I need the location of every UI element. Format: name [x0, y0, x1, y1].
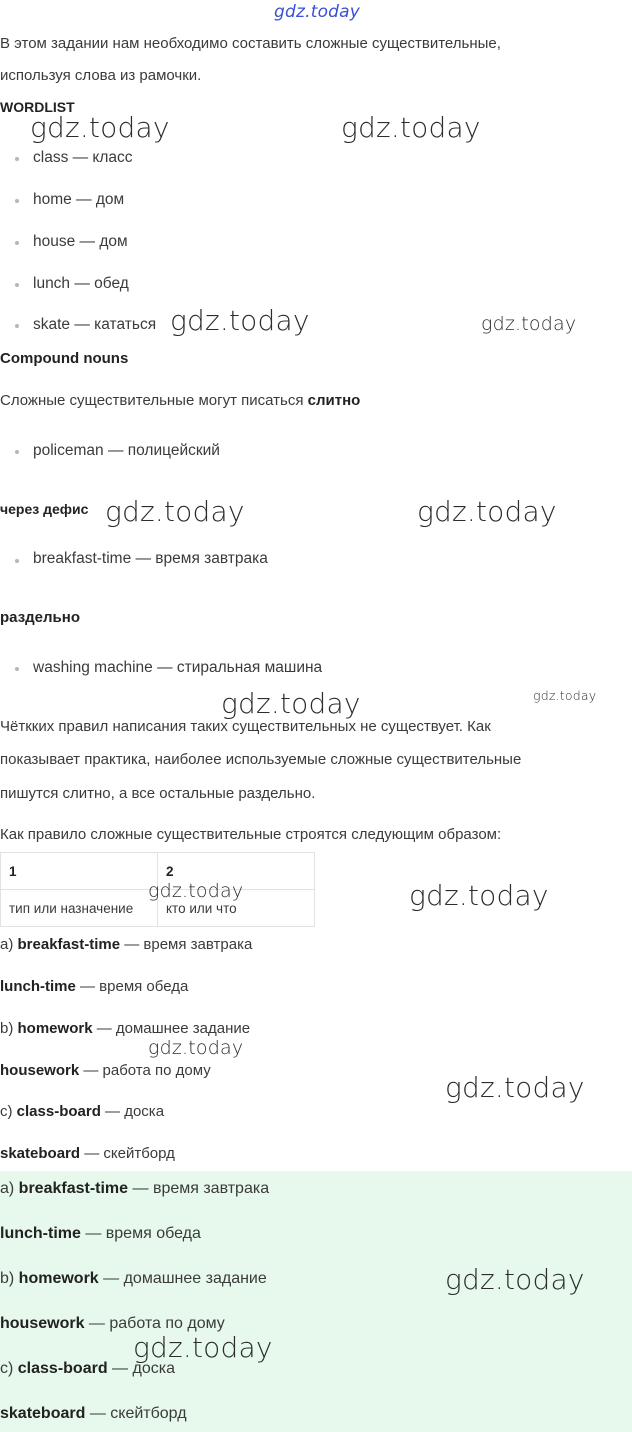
watermark: gdz.today: [105, 495, 245, 528]
answer-translation: — скейтборд: [80, 1145, 175, 1162]
table-cell: кто или что: [158, 890, 315, 927]
rules-line-3: пишутся слитно, а все остальные раздельно.: [0, 785, 316, 802]
answer-line: [0, 1020, 250, 1037]
answer-translation: — время завтрака: [128, 1180, 270, 1197]
answer-word: homework: [18, 1270, 99, 1287]
answer-box-line: [0, 1405, 187, 1423]
watermark: gdz.today: [148, 880, 244, 902]
answer-box: [0, 1171, 632, 1432]
watermark: gdz.today: [417, 495, 557, 528]
wordlist-item: class — класс: [33, 149, 133, 166]
intro-line-1: В этом задании нам необходимо составить сложные существительные,: [0, 35, 501, 52]
wordlist-item: house — дом: [33, 233, 128, 250]
answer-translation: — доска: [107, 1360, 175, 1377]
solid-rule-text: Сложные существительные могут писаться: [0, 392, 308, 409]
watermark: gdz.today: [133, 1331, 273, 1364]
answer-translation: — время обеда: [80, 1225, 201, 1242]
bullet-icon: [15, 450, 19, 454]
answer-word: class-board: [17, 1360, 108, 1377]
answer-line: [0, 1103, 164, 1120]
answer-prefix: a): [0, 936, 18, 953]
answer-prefix: c): [0, 1360, 18, 1377]
answer-box-line: [0, 1180, 269, 1198]
table-header-cell: 1: [1, 853, 158, 890]
wordlist-item: lunch — обед: [33, 275, 129, 292]
answer-line: [0, 1145, 175, 1162]
answer-translation: — домашнее задание: [92, 1020, 251, 1037]
table-cell: тип или назначение: [1, 890, 158, 927]
watermark: gdz.today: [533, 688, 597, 703]
answer-word: lunch-time: [0, 978, 76, 995]
rules-line-1: Чёткких правил написания таких существительных не существует. Как: [0, 718, 491, 735]
watermark: gdz.today: [445, 1071, 585, 1104]
answer-translation: — работа по дому: [79, 1062, 211, 1079]
wordlist-item: home — дом: [33, 191, 125, 208]
hyphen-example: breakfast-time — время завтрака: [33, 550, 268, 567]
watermark: gdz.today: [481, 313, 577, 335]
answer-translation: — скейтборд: [85, 1405, 187, 1422]
rules-line-2: показывает практика, наиболее используемые сложные существительные: [0, 751, 522, 768]
watermark: gdz.today: [445, 1263, 585, 1296]
watermark: gdz.today: [341, 111, 481, 144]
rules-line-4: Как правило сложные существительные строятся следующим образом:: [0, 826, 502, 843]
bullet-icon: [15, 199, 19, 203]
answer-word: skateboard: [0, 1405, 86, 1422]
answer-prefix: a): [0, 1180, 19, 1197]
hyphen-label: через дефис: [0, 501, 89, 517]
watermark: gdz.today: [409, 879, 549, 912]
watermark-top: gdz.today: [274, 2, 361, 22]
watermark: gdz.today: [148, 1037, 244, 1059]
answer-word: housework: [0, 1315, 85, 1332]
compound-heading: Compound nouns: [0, 350, 129, 367]
watermark: gdz.today: [221, 687, 361, 720]
answer-line: [0, 936, 252, 953]
table-header-cell: 2: [158, 853, 315, 890]
bullet-icon: [15, 667, 19, 671]
answer-word: class-board: [16, 1103, 101, 1120]
wordlist-item: skate — кататься: [33, 316, 157, 333]
answer-word: breakfast-time: [17, 936, 121, 953]
answer-line: [0, 1062, 211, 1079]
answer-word: homework: [17, 1020, 93, 1037]
bullet-icon: [15, 559, 19, 563]
answer-prefix: b): [0, 1270, 19, 1287]
answer-translation: — работа по дому: [84, 1315, 225, 1332]
separate-example: washing machine — стиральная машина: [33, 659, 323, 676]
bullet-icon: [15, 157, 19, 161]
watermark: gdz.today: [170, 304, 310, 337]
intro-line-2: используя слова из рамочки.: [0, 67, 202, 84]
bullet-icon: [15, 241, 19, 245]
answer-box-line: [0, 1225, 201, 1243]
answer-prefix: c): [0, 1103, 17, 1120]
solid-example: policeman — полицейский: [33, 442, 220, 459]
answer-translation: — время обеда: [75, 978, 189, 995]
answer-translation: — доска: [100, 1103, 165, 1120]
solid-rule: [0, 392, 360, 409]
answer-translation: — домашнее задание: [98, 1270, 267, 1287]
answer-word: housework: [0, 1062, 80, 1079]
answer-word: skateboard: [0, 1145, 81, 1162]
answer-word: breakfast-time: [18, 1180, 129, 1197]
separate-label: раздельно: [0, 609, 80, 626]
answer-translation: — время завтрака: [120, 936, 253, 953]
answer-line: [0, 978, 188, 995]
watermark: gdz.today: [30, 111, 170, 144]
answer-box-line: [0, 1270, 267, 1288]
answer-word: lunch-time: [0, 1225, 81, 1242]
bullet-icon: [15, 283, 19, 287]
bullet-icon: [15, 324, 19, 328]
wordlist-heading: WORDLIST: [0, 99, 75, 115]
answer-prefix: b): [0, 1020, 18, 1037]
solid-rule-bold: слитно: [307, 392, 361, 409]
